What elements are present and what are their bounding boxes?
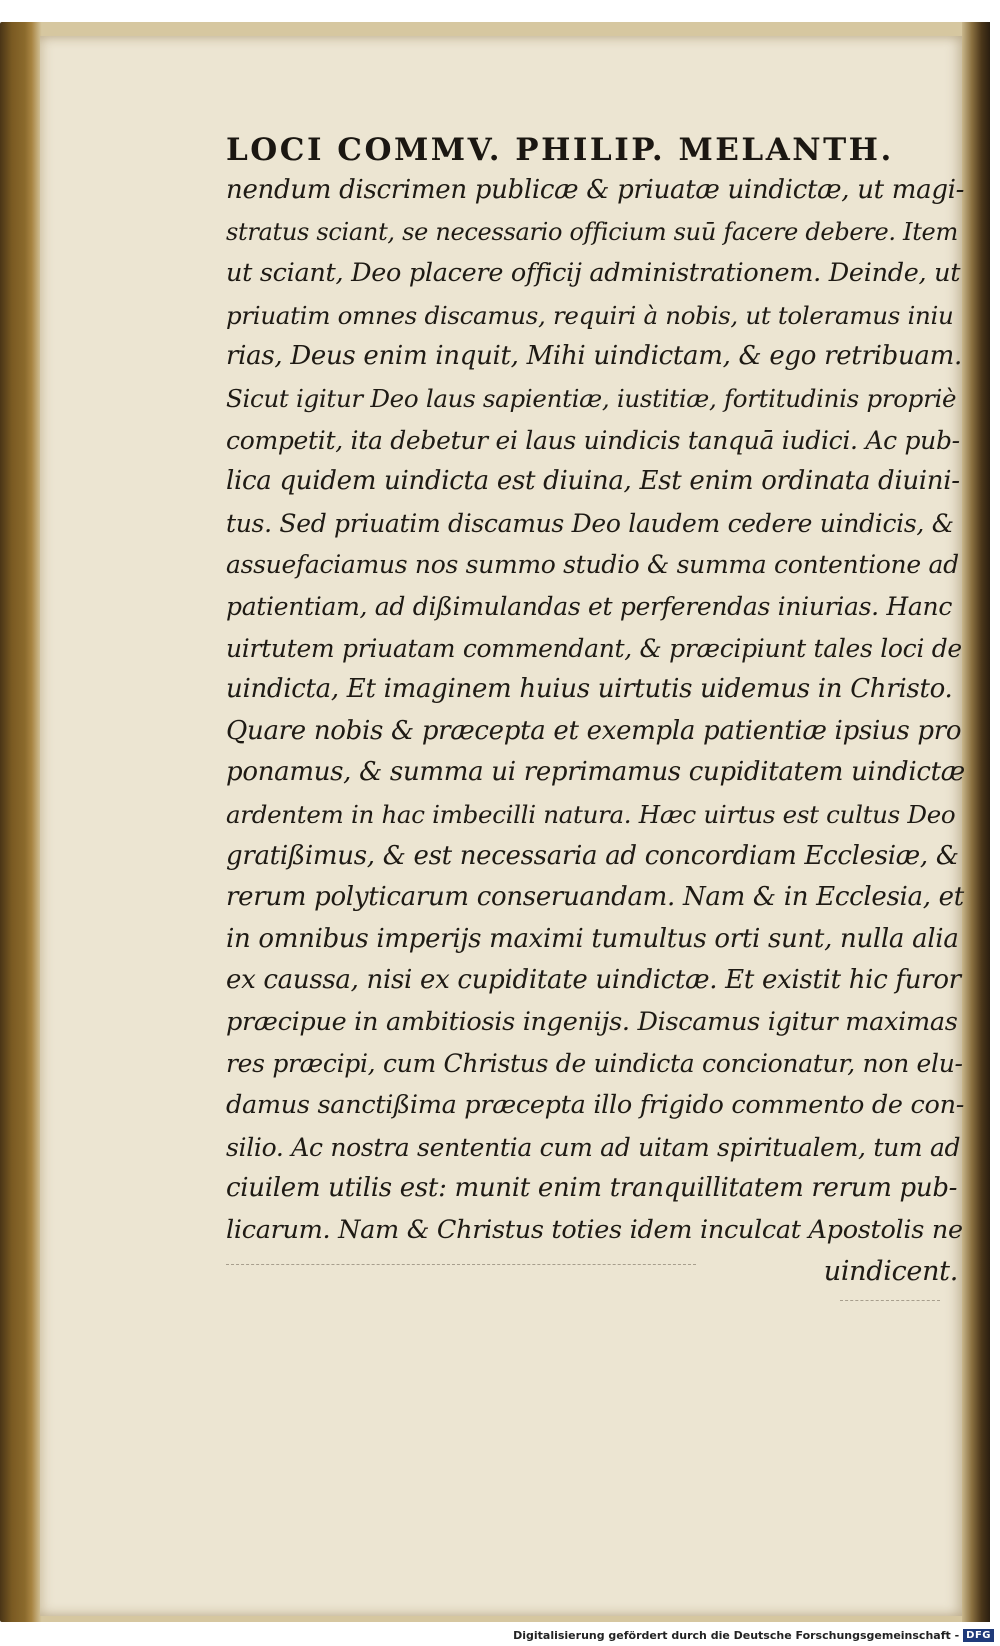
dfg-logo: DFG bbox=[963, 1629, 994, 1642]
text-line: præcipue in ambitiosis ingenijs. Discamus igitur maximas bbox=[226, 1006, 958, 1037]
digitization-footer bbox=[513, 1626, 994, 1644]
text-line: rias, Deus enim inquit, Mihi uindictam, & ego retribuam. bbox=[226, 341, 962, 372]
text-line: ex caussa, nisi ex cupiditate uindictæ. Et existit hic furor bbox=[226, 965, 961, 996]
bottom-rule bbox=[226, 1264, 696, 1265]
page-edge-shadow bbox=[962, 22, 990, 1622]
text-line: gratißimus, & est necessaria ad concordiam Ecclesiæ, & bbox=[226, 840, 959, 871]
text-line: lica quidem uindicta est diuina, Est enim ordinata diuini- bbox=[226, 466, 960, 497]
text-block bbox=[226, 170, 966, 1293]
catchword-rule bbox=[840, 1300, 940, 1301]
catchword: uindicent. bbox=[823, 1256, 958, 1288]
running-header: LOCI COMMV. PHILIP. MELANTH. bbox=[226, 132, 894, 168]
text-line: nendum discrimen publicæ & priuatæ uindictæ, ut magi- bbox=[226, 175, 965, 205]
text-line: stratus sciant, se necessario officium suū facere debere. Item bbox=[226, 217, 958, 246]
text-line: patientiam, ad dißimulandas et perferendas iniurias. Hanc bbox=[226, 591, 953, 621]
text-line: Quare nobis & præcepta et exempla patientiæ ipsius pro bbox=[226, 715, 962, 746]
text-line: ponamus, & summa ui reprimamus cupiditatem uindictæ bbox=[226, 757, 965, 788]
text-line: ut sciant, Deo placere officij administrationem. Deinde, ut bbox=[226, 258, 961, 289]
text-line: silio. Ac nostra sententia cum ad uitam spiritualem, tum ad bbox=[226, 1132, 961, 1162]
text-line: competit, ita debetur ei laus uindicis tanquā iudici. Ac pub- bbox=[226, 425, 960, 455]
text-line: assuefaciamus nos summo studio & summa contentione ad bbox=[226, 550, 959, 580]
text-line: Sicut igitur Deo laus sapientiæ, iustitiæ, fortitudinis propriè bbox=[226, 383, 957, 413]
text-line: tus. Sed priuatim discamus Deo laudem cedere uindicis, & bbox=[226, 508, 954, 538]
text-line: ciuilem utilis est: munit enim tranquillitatem rerum pub- bbox=[226, 1173, 958, 1204]
text-line: ardentem in hac imbecilli natura. Hæc uirtus est cultus Deo bbox=[226, 799, 956, 829]
text-line: uirtutem priuatam commendant, & præcipiunt tales loci de bbox=[226, 633, 962, 663]
text-line: uindicta, Et imaginem huius uirtutis uidemus in Christo. bbox=[226, 674, 953, 705]
text-line: rerum polyticarum conseruandam. Nam & in Ecclesia, et bbox=[226, 882, 964, 913]
text-line: licarum. Nam & Christus toties idem inculcat Apostolis ne bbox=[226, 1214, 963, 1245]
text-line: priuatim omnes discamus, requiri à nobis, ut toleramus iniu bbox=[226, 300, 954, 330]
text-line: in omnibus imperijs maximi tumultus orti sunt, nulla alia bbox=[226, 923, 959, 954]
text-line: damus sanctißima præcepta illo frigido commento de con- bbox=[226, 1090, 965, 1121]
footer-credit: Digitalisierung gefördert durch die Deutsche Forschungsgemeinschaft - bbox=[513, 1628, 960, 1642]
text-line: res præcipi, cum Christus de uindicta concionatur, non elu- bbox=[226, 1049, 963, 1079]
